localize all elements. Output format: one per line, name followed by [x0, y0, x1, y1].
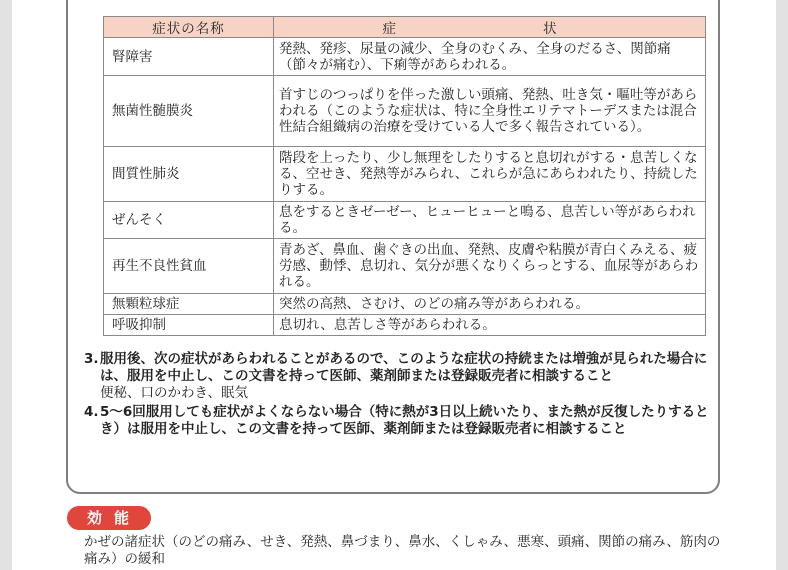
page-left-margin — [0, 0, 12, 570]
item-heading: 5～6回服用しても症状がよくならない場合（特に熱が3日以上続いたり、また熱が反復したりするとき）は服用を中止し、この文書を持って医師、薬剤師または登録販売者に相談すること — [100, 404, 709, 437]
table-row — [104, 239, 706, 294]
table-row — [104, 294, 706, 315]
symptom-desc-cell: 息をするときゼーゼー、ヒューヒューと鳴る、息苦しい等があらわれる。 — [274, 202, 706, 239]
caution-items — [84, 351, 714, 438]
table-header-row — [104, 17, 706, 38]
caution-item-4 — [84, 404, 714, 438]
symptom-desc-cell: 発熱、発疹、尿量の減少、全身のむくみ、全身のだるさ、関節痛（節々が痛む）、下痢等があらわれる。 — [274, 38, 706, 76]
symptom-table — [103, 16, 706, 336]
item-number: 3. — [84, 351, 99, 367]
page-right-margin — [776, 0, 788, 570]
symptom-desc-cell: 首すじのつっぱりを伴った激しい頭痛、発熱、吐き気・嘔吐等があらわれる（このような症状は、特に全身性エリテマトーデスまたは混合性結合組織病の治療を受けている人で多く報告されている）。 — [274, 76, 706, 147]
table-row — [104, 76, 706, 147]
table-row — [104, 38, 706, 76]
symptom-desc-cell: 息切れ、息苦しさ等があらわれる。 — [274, 315, 706, 336]
item-number: 4. — [84, 404, 99, 420]
symptom-name-cell: 腎障害 — [104, 38, 274, 76]
header-symptom-name: 症状の名称 — [104, 17, 274, 38]
symptom-desc-cell: 突然の高熱、さむけ、のどの痛み等があらわれる。 — [274, 294, 706, 315]
efficacy-text: かぜの諸症状（のどの痛み、せき、発熱、鼻づまり、鼻水、くしゃみ、悪寒、頭痛、関節の痛み、筋肉の痛み）の緩和 — [84, 534, 721, 567]
table-row — [104, 315, 706, 336]
symptom-name-cell: ぜんそく — [104, 202, 274, 239]
header-symptom: 症 状 — [274, 17, 706, 38]
symptom-name-cell: 無顆粒球症 — [104, 294, 274, 315]
symptom-desc-cell: 階段を上ったり、少し無理をしたりすると息切れがする・息苦しくなる、空せき、発熱等がみられ、これらが急にあらわれたり、持続したりする。 — [274, 147, 706, 202]
item-text: 便秘、口のかわき、眠気 — [100, 385, 248, 401]
symptom-name-cell: 間質性肺炎 — [104, 147, 274, 202]
efficacy-badge: 効能 — [67, 506, 151, 530]
symptom-name-cell: 再生不良性貧血 — [104, 239, 274, 294]
symptom-desc-cell: 青あざ、鼻血、歯ぐきの出血、発熱、皮膚や粘膜が青白くみえる、疲労感、動悸、息切れ、気分が悪くなりくらっとする、血尿等があらわれる。 — [274, 239, 706, 294]
symptom-name-cell: 呼吸抑制 — [104, 315, 274, 336]
symptom-name-cell: 無菌性髄膜炎 — [104, 76, 274, 147]
table-row — [104, 147, 706, 202]
table-row — [104, 202, 706, 239]
item-heading: 服用後、次の症状があらわれることがあるので、このような症状の持続または増強が見られた場合には、服用を中止し、この文書を持って医師、薬剤師または登録販売者に相談すること — [100, 351, 708, 384]
caution-item-3 — [84, 351, 714, 402]
